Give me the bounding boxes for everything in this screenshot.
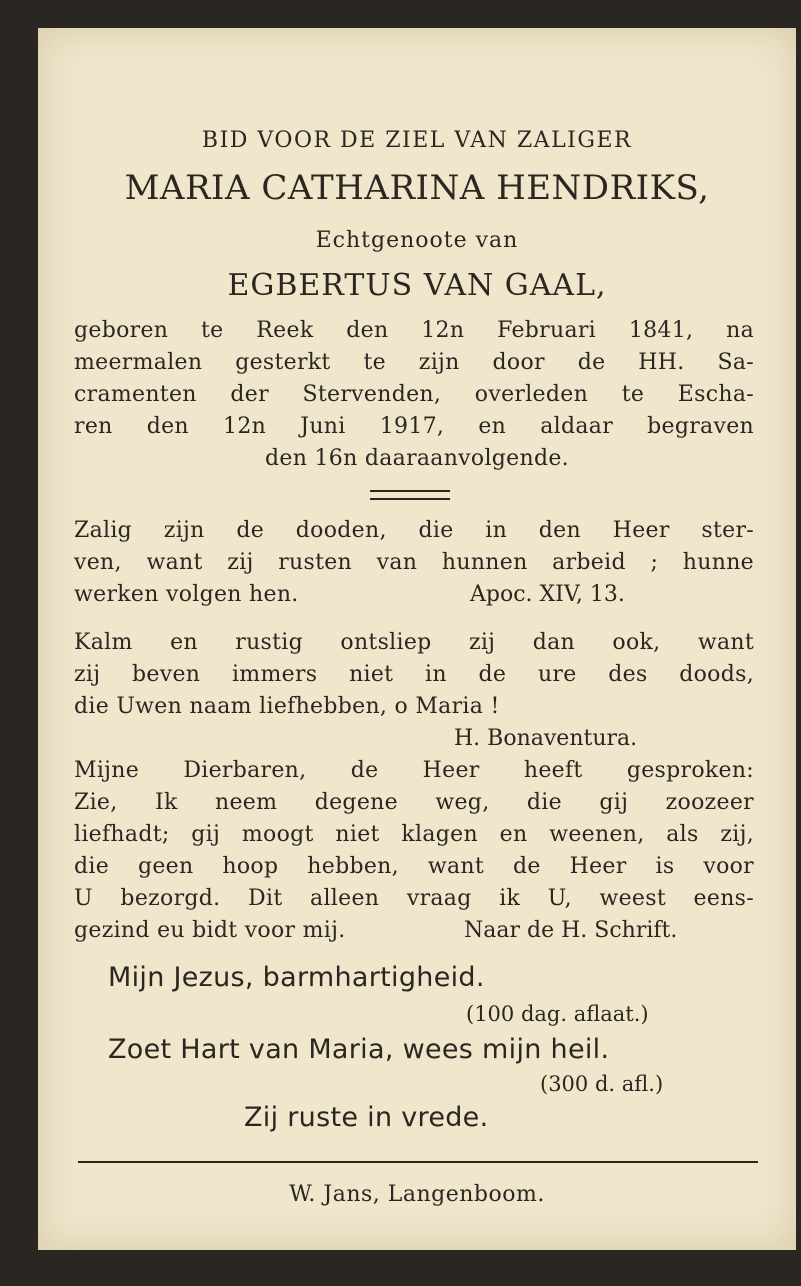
quote-line: Zalig zijn de dooden, die in den Heer ster- [74, 518, 754, 543]
bio-line: meermalen gesterkt te zijn door de HH. Sa- [74, 350, 754, 375]
prayer-line: Mijn Jezus, barmhartigheid. [108, 962, 485, 993]
quote-line: liefhadt; gij moogt niet klagen en weenen, als zij, [74, 822, 754, 847]
prayer-line: Zoet Hart van Maria, wees mijn heil. [108, 1034, 610, 1065]
quote-source: Apoc. XIV, 13. [470, 582, 625, 607]
bio-last-line: den 16n daaraanvolgende. [265, 446, 569, 471]
deceased-name: MARIA CATHARINA HENDRIKS, [124, 168, 710, 208]
quote-last-line: werken volgen hen. [74, 582, 299, 607]
quote-line: Mijne Dierbaren, de Heer heeft gesproken: [74, 758, 754, 783]
bio-line: ren den 12n Juni 1917, en aldaar begraven [74, 414, 754, 439]
heading-prayer-for-soul: BID VOOR DE ZIEL VAN ZALIGER [201, 128, 633, 153]
printer-credit: W. Jans, Langenboom. [289, 1182, 545, 1207]
spouse-name: EGBERTUS VAN GAAL, [227, 268, 607, 303]
quote-line: zij beven immers niet in de ure des doods, [74, 662, 754, 687]
quote-last-line: die Uwen naam liefhebben, o Maria ! [74, 694, 500, 719]
bio-line: geboren te Reek den 12n Februari 1841, na [74, 318, 754, 343]
prayer-line: Zij ruste in vrede. [244, 1102, 489, 1133]
quote-line: U bezorgd. Dit alleen vraag ik U, weest eens- [74, 886, 754, 911]
double-rule-divider [370, 490, 450, 500]
quote-source: H. Bonaventura. [454, 726, 638, 751]
quote-line: ven, want zij rusten van hunnen arbeid ; hunne [74, 550, 754, 575]
quote-line: Zie, Ik neem degene weg, die gij zoozeer [74, 790, 754, 815]
indulgence-note: (300 d. afl.) [540, 1072, 664, 1096]
footer-rule [78, 1161, 758, 1163]
bio-line: cramenten der Stervenden, overleden te Escha- [74, 382, 754, 407]
quote-line: die geen hoop hebben, want de Heer is voor [74, 854, 754, 879]
quote-line: Kalm en rustig ontsliep zij dan ook, want [74, 630, 754, 655]
quote-last-line: gezind eu bidt voor mij. [74, 918, 346, 943]
relation-text: Echtgenoote van [315, 228, 519, 253]
memorial-card [38, 28, 796, 1250]
quote-source: Naar de H. Schrift. [464, 918, 678, 943]
indulgence-note: (100 dag. aflaat.) [466, 1002, 649, 1026]
